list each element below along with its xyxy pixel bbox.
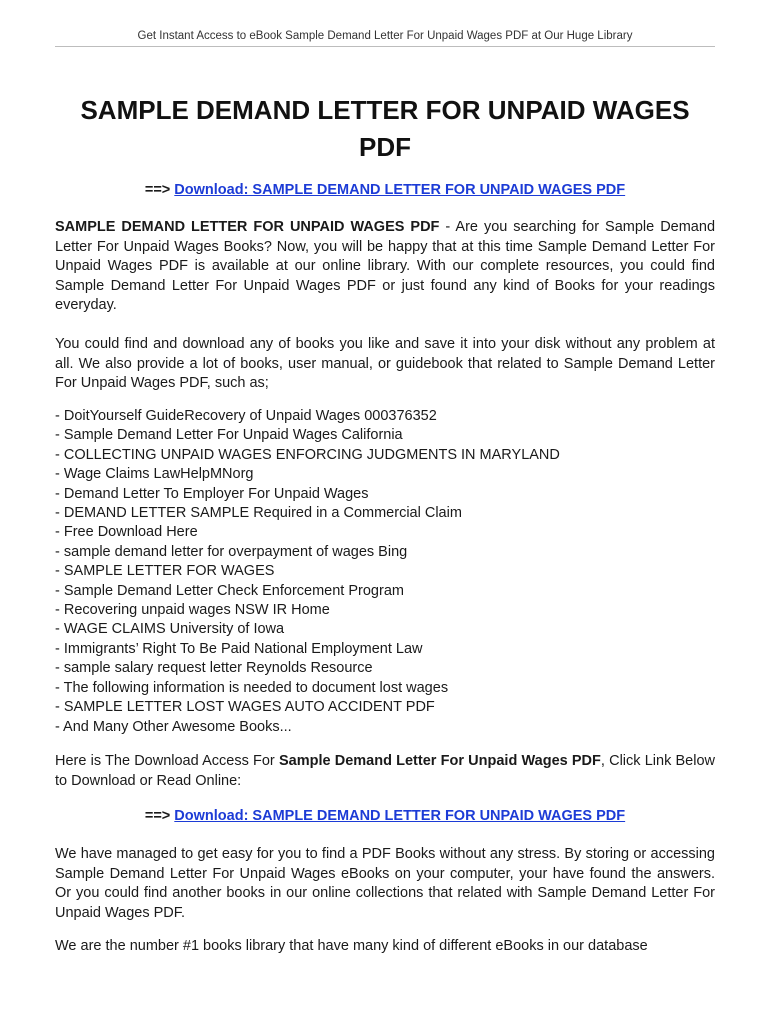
list-item: - sample salary request letter Reynolds Resource [55, 660, 373, 677]
list-item: - SAMPLE LETTER LOST WAGES AUTO ACCIDENT PDF [55, 699, 435, 716]
intro-text: - Are you searching for Sample Demand Letter For Unpaid Wages Books? Now, you will be happy that at this time Sample Demand Letter For Unpaid Wages PDF is available at our online library. With our complete resources, you could find Sample Demand Letter For Unpaid Wages PDF or just found any kind of Books for your readings everyday. [55, 219, 716, 313]
access-suffix: , Click Link Below to Download or Read Online: [55, 753, 716, 789]
download-line-bottom [55, 808, 715, 824]
page-title: SAMPLE DEMAND LETTER FOR UNPAID WAGES PDF [80, 95, 690, 162]
list-item: - sample demand letter for overpayment of wages Bing [55, 543, 408, 560]
list-item: - And Many Other Awesome Books... [55, 718, 292, 735]
list-item: - WAGE CLAIMS University of Iowa [55, 621, 285, 638]
list-item: - Recovering unpaid wages NSW IR Home [55, 602, 330, 619]
number-one-paragraph: We are the number #1 books library that have many kind of different eBooks in our database [55, 938, 648, 954]
download-arrow: ==> [144, 182, 171, 198]
managed-paragraph: We have managed to get easy for you to find a PDF Books without any stress. By storing or accessing Sample Demand Letter For Unpaid Wages eBooks on your computer, your have found the answers. Or you could find another books in our online collections that related with Sample Demand Letter For Unpaid Wages PDF. [55, 846, 715, 921]
list-item: - DoitYourself GuideRecovery of Unpaid Wages 000376352 [55, 408, 437, 424]
download-link-bottom[interactable]: Download: SAMPLE DEMAND LETTER FOR UNPAID WAGES PDF [174, 808, 626, 824]
list-item: - The following information is needed to document lost wages [55, 679, 449, 696]
access-prefix: Here is The Download Access For [55, 753, 279, 769]
intro-lead: SAMPLE DEMAND LETTER FOR UNPAID WAGES PDF [55, 219, 440, 235]
list-item: - Sample Demand Letter For Unpaid Wages California [55, 427, 403, 444]
access-paragraph [55, 752, 715, 791]
access-bold: Sample Demand Letter For Unpaid Wages PDF [278, 753, 601, 769]
find-paragraph: You could find and download any of books you like and save it into your disk without any problem at all. We also provide a lot of books, user manual, or guidebook that related to Sample Demand Letter For Unpaid Wages PDF, such as; [55, 336, 715, 391]
download-line-top [55, 182, 715, 198]
list-item: - DEMAND LETTER SAMPLE Required in a Commercial Claim [55, 505, 462, 522]
list-item: - SAMPLE LETTER FOR WAGES [55, 563, 275, 580]
header-note: Get Instant Access to eBook Sample Demand Letter For Unpaid Wages PDF at Our Huge Library [137, 30, 633, 42]
book-list [55, 407, 715, 737]
download-arrow: ==> [144, 808, 171, 824]
header-divider [55, 46, 715, 47]
download-link-top[interactable]: Download: SAMPLE DEMAND LETTER FOR UNPAID WAGES PDF [174, 182, 626, 198]
list-item: - Free Download Here [55, 524, 198, 541]
list-item: - Immigrants’ Right To Be Paid National Employment Law [55, 640, 423, 657]
list-item: - Sample Demand Letter Check Enforcement Program [55, 582, 404, 599]
list-item: - Demand Letter To Employer For Unpaid Wages [55, 485, 369, 502]
list-item: - COLLECTING UNPAID WAGES ENFORCING JUDGMENTS IN MARYLAND [55, 446, 560, 463]
list-item: - Wage Claims LawHelpMNorg [55, 466, 254, 483]
intro-paragraph [55, 218, 715, 316]
